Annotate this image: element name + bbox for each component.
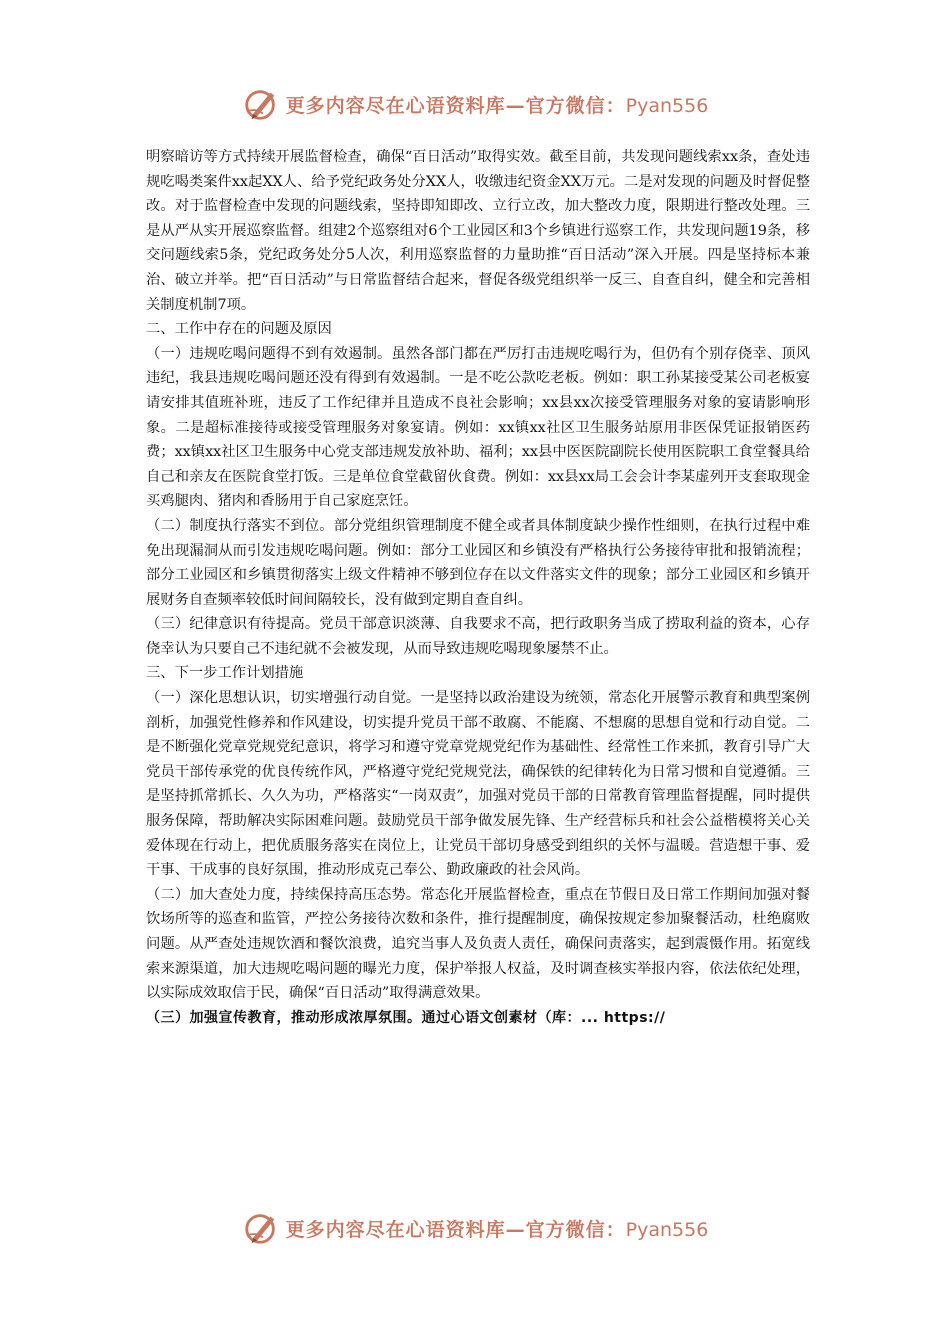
watermark-text	[286, 1215, 709, 1242]
watermark-wechat-id: Pyan556	[625, 94, 709, 117]
watermark-banner-bottom	[0, 1206, 950, 1250]
paragraph-measure-1: （一）深化思想认识，切实增强行动自觉。一是坚持以政治建设为统领，常态化开展警示教育和典型案例剖析，加强党性修养和作风建设，切实提升党员干部不敢腐、不能腐、不想腐的思想自觉和行动自觉。二是不断强化党章党规党纪意识，将学习和遵守党章党规党纪作为基础性、经常性工作来抓，教育引导广大党员干部传承党的优良传统作风，严格遵守党纪党规党法，确保铁的纪律转化为日常习惯和自觉遵循。三是坚持抓常抓长、久久为功，严格落实“一岗双责”，加强对党员干部的日常教育管理监督提醒，同时提供服务保障，帮助解决实际困难问题。鼓励党员干部争做发展先锋、生产经营标兵和社会公益楷模将关心关爱体现在行动上，把优质服务落实在岗位上，让党员干部切身感受到组织的关怀与温暖。营造想干事、爱干事、干成事的良好氛围，推动形成克己奉公、勤政廉政的社会风尚。	[146, 690, 810, 879]
section-heading-problems: 二、工作中存在的问题及原因	[146, 321, 332, 338]
pen-logo-icon	[242, 1209, 280, 1247]
section-heading-next-steps: 三、下一步工作计划措施	[146, 665, 304, 682]
paragraph-measure-3-truncated: （三）加强宣传教育，推动形成浓厚氛围。通过心语文创素材（库：... https://	[146, 1009, 666, 1026]
watermark-banner-top	[0, 82, 950, 126]
paragraph-problem-1: （一）违规吃喝问题得不到有效遏制。虽然各部门都在严厉打击违规吃喝行为，但仍有个别存侥幸、顶风违纪，我县违规吃喝问题还没有得到有效遏制。一是不吃公款吃老板。例如：职工孙某接受某公司老板宴请安排其值班补班，违反了工作纪律并且造成不良社会影响；xx县xx次接受管理服务对象的宴请影响形象。二是超标准接待或接受管理服务对象宴请。例如：xx镇xx社区卫生服务站原用非医保凭证报销医药费；xx镇xx社区卫生服务中心党支部违规发放补助、福利；xx县中医医院副院长使用医院职工食堂餐具给自己和亲友在医院食堂打饭。三是单位食堂截留伙食费。例如：xx县xx局工会会计李某虚列开支套取现金买鸡腿肉、猪肉和香肠用于自己家庭烹饪。	[146, 345, 810, 510]
paragraph-1: 明察暗访等方式持续开展监督检查，确保“百日活动”取得实效。截至目前，共发现问题线索xx条，查处违规吃喝类案件xx起XX人、给予党纪政务处分XX人，收缴违纪资金XX万元。二是对发现的问题及时督促整改。对于监督检查中发现的问题线索，坚持即知即改、立行立改，加大整改力度，限期进行整改处理。三是从严从实开展巡察监督。组建2个巡察组对6个工业园区和3个乡镇进行巡察工作，共发现问题19条，移交问题线索5条，党纪政务处分5人次，利用巡察监督的力量助推“百日活动”深入开展。四是坚持标本兼治、破立并举。把“百日活动”与日常监督结合起来，督促各级党组织举一反三、自查自纠，健全和完善相关制度机制7项。	[146, 149, 810, 313]
watermark-text	[286, 91, 709, 118]
pen-logo-icon	[242, 85, 280, 123]
paragraph-problem-3: （三）纪律意识有待提高。党员干部意识淡薄、自我要求不高，把行政职务当成了捞取利益的资本，心存侥幸认为只要自己不违纪就不会被发现，从而导致违规吃喝现象屡禁不止。	[146, 616, 810, 657]
paragraph-measure-2: （二）加大查处力度，持续保持高压态势。常态化开展监督检查，重点在节假日及日常工作期间加强对餐饮场所等的巡查和监管，严控公务接待次数和条件，推行提醒制度，确保按规定参加聚餐活动，杜绝腐败问题。从严查处违规饮酒和餐饮浪费，追究当事人及负责人责任，确保问责落实，起到震慑作用。拓宽线索来源渠道，加大违规吃喝问题的曝光力度，保护举报人权益，及时调查核实举报内容，依法依纪处理，以实际成效取信于民，确保“百日活动”取得满意效果。	[146, 886, 810, 1002]
document-body	[146, 145, 810, 1030]
watermark-label: 更多内容尽在心语资料库—官方微信：	[285, 94, 626, 117]
paragraph-problem-2: （二）制度执行落实不到位。部分党组织管理制度不健全或者具体制度缺少操作性细则，在执行过程中难免出现漏洞从而引发违规吃喝问题。例如：部分工业园区和乡镇没有严格执行公务接待审批和报销流程；部分工业园区和乡镇贯彻落实上级文件精神不够到位存在以文件落实文件的现象；部分工业园区和乡镇开展财务自查频率较低时间间隔较长，没有做到定期自查自纠。	[146, 517, 810, 608]
watermark-label: 更多内容尽在心语资料库—官方微信：	[285, 1218, 626, 1241]
watermark-wechat-id: Pyan556	[625, 1218, 709, 1241]
